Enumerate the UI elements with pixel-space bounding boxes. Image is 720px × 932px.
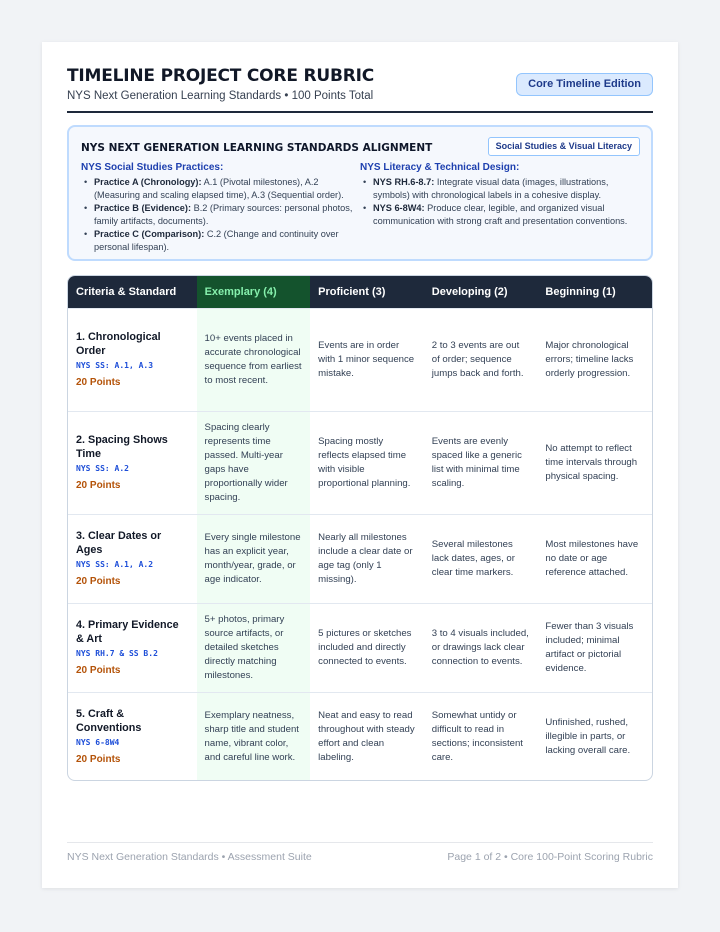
criteria-points: 20 Points — [76, 753, 121, 765]
header-beginning: Beginning (1) — [545, 286, 616, 298]
rubric-header-row — [68, 276, 652, 308]
table-row — [68, 603, 652, 692]
criteria-cell — [68, 309, 197, 411]
exemplary-cell: Exemplary neatness, sharp title and student name, vibrant color, and careful line work. — [197, 693, 311, 780]
criteria-standard: NYS RH.7 & SS B.2 — [76, 649, 158, 658]
practice-label: Practice B (Evidence): — [94, 203, 192, 213]
practice-item — [81, 176, 360, 201]
criteria-standard: NYS SS: A.1, A.3 — [76, 361, 154, 370]
beginning-cell: Major chronological errors; timeline lacks orderly progression. — [545, 340, 634, 379]
criteria-standard: NYS SS: A.1, A.2 — [76, 560, 154, 569]
criteria-name: 2. Spacing Shows Time — [76, 434, 168, 460]
exemplary-cell: 5+ photos, primary source artifacts, or detailed sketches directly matching milestones. — [197, 604, 311, 692]
exemplary-cell: 10+ events placed in accurate chronological sequence from earliest to most recent. — [197, 309, 311, 411]
standard-item — [360, 202, 639, 227]
practice-label: Practice C (Comparison): — [94, 229, 205, 239]
rubric-table — [67, 275, 653, 781]
table-row — [68, 692, 652, 780]
beginning-cell: Most milestones have no date or age reference attached. — [545, 539, 639, 578]
criteria-points: 20 Points — [76, 665, 121, 676]
criteria-cell — [68, 693, 197, 780]
developing-cell: Several milestones lack dates, ages, or clear time markers. — [431, 539, 515, 578]
criteria-points: 20 Points — [76, 576, 121, 587]
literacy-column — [360, 162, 639, 254]
beginning-cell: Fewer than 3 visuals included; minimal artifact or pictorial evidence. — [545, 621, 634, 674]
page-subtitle: NYS Next Generation Learning Standards • 100 Points Total — [67, 90, 374, 102]
header-proficient: Proficient (3) — [318, 286, 386, 298]
standard-label: NYS 6-8W4: — [373, 203, 425, 213]
header-exemplary: Exemplary (4) — [197, 276, 311, 308]
criteria-name: 5. Craft & Conventions — [76, 707, 142, 734]
proficient-cell: Nearly all milestones include a clear date or age tag (only 1 missing). — [318, 532, 413, 585]
standard-text: Integrate visual data (images, illustrations, symbols) with chronological labels in a cohesive display. — [373, 177, 609, 200]
practice-item — [81, 228, 360, 253]
page-footer — [67, 842, 653, 872]
beginning-cell: Unfinished, rushed, illegible in parts, or lacking overall care. — [545, 716, 631, 756]
proficient-cell: Spacing mostly reflects elapsed time with visible proportional planning. — [318, 436, 411, 489]
alignment-title: NYS NEXT GENERATION LEARNING STANDARDS ALIGNMENT — [81, 142, 433, 154]
standard-label: NYS RH.6-8.7: — [373, 177, 435, 187]
criteria-name: 1. Chronological Order — [76, 331, 161, 357]
developing-cell: 3 to 4 visuals included, or drawings lack clear connection to events. — [431, 628, 529, 667]
alignment-badge: Social Studies & Visual Literacy — [488, 137, 640, 156]
practice-label: Practice A (Chronology): — [94, 177, 202, 187]
header-developing: Developing (2) — [431, 286, 508, 298]
exemplary-cell: Every single milestone has an explicit year, month/year, grade, or age indicator. — [197, 515, 311, 603]
standards-alignment-box — [67, 125, 653, 261]
criteria-points: 20 Points — [76, 377, 121, 388]
social-studies-heading: NYS Social Studies Practices: — [81, 162, 224, 173]
beginning-cell: No attempt to reflect time intervals through physical spacing. — [545, 443, 638, 482]
literacy-heading: NYS Literacy & Technical Design: — [360, 162, 520, 173]
edition-badge: Core Timeline Edition — [516, 73, 653, 96]
standard-item — [360, 176, 639, 201]
rubric-page — [42, 42, 678, 888]
exemplary-cell: Spacing clearly represents time passed. Multi-year gaps have proportionally wider spacing. — [197, 412, 311, 514]
footer-left: NYS Next Generation Standards • Assessment Suite — [67, 851, 312, 863]
table-row — [68, 411, 652, 514]
practice-text: B.2 (Primary sources: personal photos, family artifacts, documents). — [94, 203, 353, 226]
standard-text: Produce clear, legible, and organized visual communication with strong craft and presentation conventions. — [373, 203, 628, 226]
developing-cell: Events are evenly spaced like a generic list with minimal time scaling. — [431, 436, 522, 489]
criteria-standard: NYS 6-8W4 — [76, 737, 120, 747]
practice-item — [81, 202, 360, 227]
developing-cell: 2 to 3 events are out of order; sequence jumps back and forth. — [431, 340, 524, 379]
page-title: TIMELINE PROJECT CORE RUBRIC — [67, 66, 374, 86]
criteria-name: 3. Clear Dates or Ages — [76, 530, 162, 556]
criteria-cell — [68, 515, 197, 603]
header-criteria: Criteria & Standard — [76, 286, 177, 298]
social-studies-column — [81, 162, 360, 254]
practice-text: A.1 (Pivotal milestones), A.2 (Measuring and scaling elapsed time), A.3 (Sequential order). — [94, 177, 344, 200]
table-row — [68, 514, 652, 603]
proficient-cell: 5 pictures or sketches included and directly connected to events. — [318, 628, 412, 667]
criteria-standard: NYS SS: A.2 — [76, 464, 129, 473]
criteria-cell — [68, 604, 197, 692]
practice-text: C.2 (Change and continuity over personal lifespan). — [94, 229, 339, 252]
criteria-points: 20 Points — [76, 480, 121, 491]
proficient-cell: Neat and easy to read throughout with steady effort and clean labeling. — [318, 709, 415, 763]
page-header — [67, 66, 653, 113]
criteria-name: 4. Primary Evidence & Art — [76, 619, 179, 645]
criteria-cell — [68, 412, 197, 514]
developing-cell: Somewhat untidy or difficult to read in sections; inconsistent care. — [431, 709, 523, 763]
footer-right: Page 1 of 2 • Core 100-Point Scoring Rubric — [447, 851, 653, 863]
proficient-cell: Events are in order with 1 minor sequence mistake. — [318, 340, 415, 379]
table-row — [68, 308, 652, 411]
